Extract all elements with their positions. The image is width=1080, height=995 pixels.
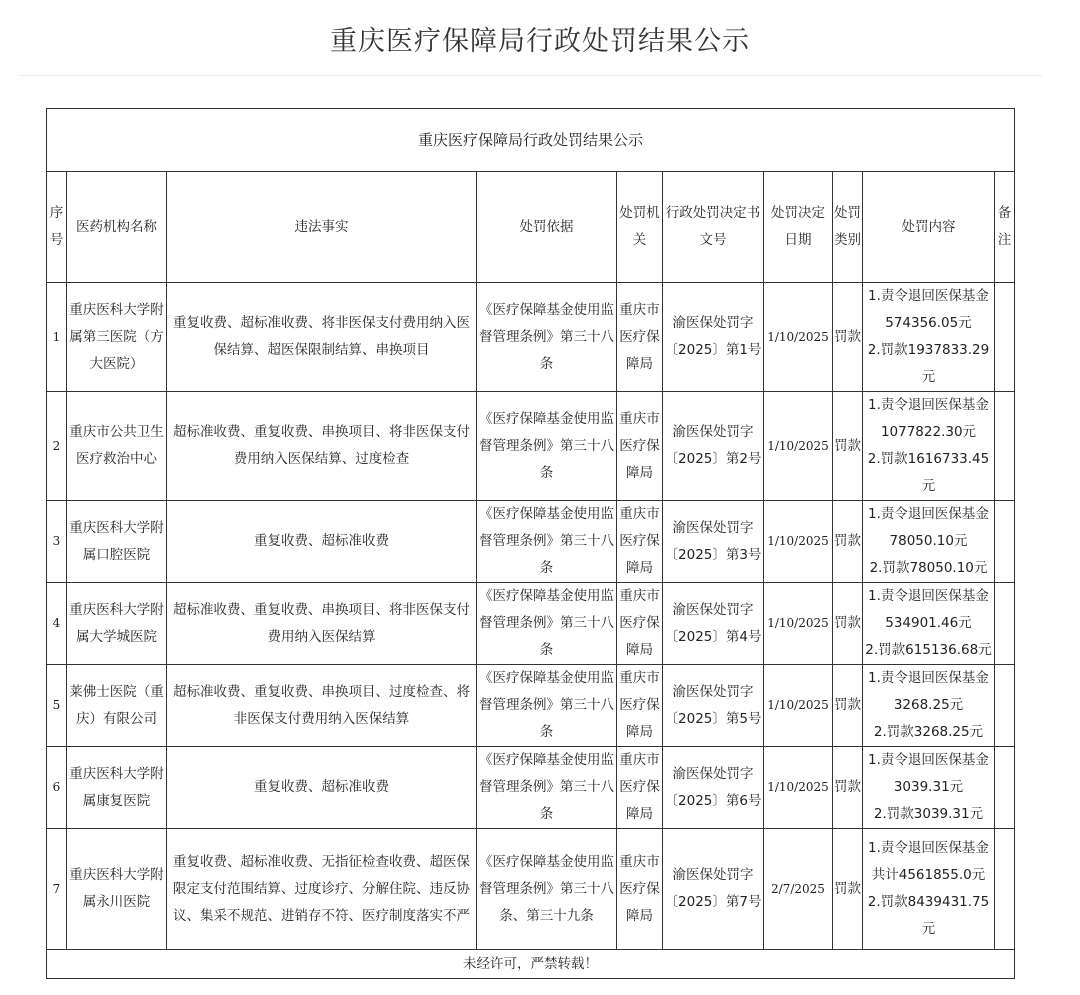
- cell-basis: 《医疗保障基金使用监督管理条例》第三十八条: [477, 501, 617, 583]
- cell-remark: [995, 501, 1015, 583]
- cell-remark: [995, 747, 1015, 829]
- header-facts: 违法事实: [167, 172, 477, 283]
- cell-facts: 重复收费、超标准收费、无指征检查收费、超医保限定支付范围结算、过度诊疗、分解住院、违反协议、集采不规范、进销存不符、医疗制度落实不严: [167, 829, 477, 950]
- header-remark: 备注: [995, 172, 1015, 283]
- header-doc-no: 行政处罚决定书文号: [663, 172, 764, 283]
- cell-seq: 3: [47, 501, 67, 583]
- cell-basis: 《医疗保障基金使用监督管理条例》第三十八条: [477, 583, 617, 665]
- cell-date: 1/10/2025: [764, 392, 833, 501]
- table-header-row: [47, 172, 1015, 283]
- table-footer-row: [47, 950, 1015, 979]
- cell-doc-no: 渝医保处罚字〔2025〕第6号: [663, 747, 764, 829]
- cell-authority: 重庆市医疗保障局: [617, 665, 663, 747]
- header-basis: 处罚依据: [477, 172, 617, 283]
- cell-content: 1.责令退回医保基金78050.10元 2.罚款78050.10元: [863, 501, 995, 583]
- cell-org: 重庆市公共卫生医疗救治中心: [67, 392, 167, 501]
- cell-facts: 超标准收费、重复收费、串换项目、将非医保支付费用纳入医保结算、过度检查: [167, 392, 477, 501]
- cell-authority: 重庆市医疗保障局: [617, 829, 663, 950]
- cell-facts: 重复收费、超标准收费: [167, 747, 477, 829]
- cell-content: 1.责令退回医保基金534901.46元 2.罚款615136.68元: [863, 583, 995, 665]
- header-type: 处罚类别: [833, 172, 863, 283]
- cell-doc-no: 渝医保处罚字〔2025〕第2号: [663, 392, 764, 501]
- cell-seq: 6: [47, 747, 67, 829]
- cell-seq: 1: [47, 283, 67, 392]
- cell-remark: [995, 283, 1015, 392]
- cell-type: 罚款: [833, 392, 863, 501]
- cell-type: 罚款: [833, 747, 863, 829]
- table-row: [47, 747, 1015, 829]
- cell-remark: [995, 829, 1015, 950]
- table-row: [47, 392, 1015, 501]
- cell-facts: 重复收费、超标准收费、将非医保支付费用纳入医保结算、超医保限制结算、串换项目: [167, 283, 477, 392]
- cell-authority: 重庆市医疗保障局: [617, 583, 663, 665]
- cell-content: 1.责令退回医保基金共计4561855.0元 2.罚款8439431.75元: [863, 829, 995, 950]
- cell-date: 1/10/2025: [764, 665, 833, 747]
- cell-content: 1.责令退回医保基金3039.31元 2.罚款3039.31元: [863, 747, 995, 829]
- cell-doc-no: 渝医保处罚字〔2025〕第3号: [663, 501, 764, 583]
- cell-org: 重庆医科大学附属第三医院（方大医院）: [67, 283, 167, 392]
- cell-type: 罚款: [833, 501, 863, 583]
- cell-facts: 重复收费、超标准收费: [167, 501, 477, 583]
- cell-seq: 4: [47, 583, 67, 665]
- table-caption: 重庆医疗保障局行政处罚结果公示: [47, 109, 1015, 172]
- cell-org: 重庆医科大学附属大学城医院: [67, 583, 167, 665]
- cell-remark: [995, 392, 1015, 501]
- cell-remark: [995, 665, 1015, 747]
- header-seq: 序号: [47, 172, 67, 283]
- cell-date: 1/10/2025: [764, 747, 833, 829]
- cell-doc-no: 渝医保处罚字〔2025〕第1号: [663, 283, 764, 392]
- cell-date: 1/10/2025: [764, 583, 833, 665]
- cell-type: 罚款: [833, 283, 863, 392]
- table-caption-row: [47, 109, 1015, 172]
- cell-org: 重庆医科大学附属永川医院: [67, 829, 167, 950]
- cell-content: 1.责令退回医保基金1077822.30元 2.罚款1616733.45元: [863, 392, 995, 501]
- table-row: [47, 583, 1015, 665]
- cell-org: 莱佛士医院（重庆）有限公司: [67, 665, 167, 747]
- cell-seq: 7: [47, 829, 67, 950]
- cell-seq: 2: [47, 392, 67, 501]
- cell-authority: 重庆市医疗保障局: [617, 501, 663, 583]
- cell-remark: [995, 583, 1015, 665]
- table-row: [47, 829, 1015, 950]
- cell-type: 罚款: [833, 583, 863, 665]
- cell-authority: 重庆市医疗保障局: [617, 747, 663, 829]
- cell-date: 1/10/2025: [764, 501, 833, 583]
- header-authority: 处罚机关: [617, 172, 663, 283]
- cell-basis: 《医疗保障基金使用监督管理条例》第三十八条: [477, 283, 617, 392]
- cell-basis: 《医疗保障基金使用监督管理条例》第三十八条: [477, 747, 617, 829]
- penalty-table: [46, 108, 1015, 979]
- title-divider: [20, 75, 1042, 76]
- cell-authority: 重庆市医疗保障局: [617, 392, 663, 501]
- cell-org: 重庆医科大学附属口腔医院: [67, 501, 167, 583]
- cell-basis: 《医疗保障基金使用监督管理条例》第三十八条: [477, 392, 617, 501]
- cell-content: 1.责令退回医保基金574356.05元 2.罚款1937833.29元: [863, 283, 995, 392]
- header-date: 处罚决定日期: [764, 172, 833, 283]
- cell-doc-no: 渝医保处罚字〔2025〕第7号: [663, 829, 764, 950]
- cell-type: 罚款: [833, 665, 863, 747]
- cell-seq: 5: [47, 665, 67, 747]
- cell-doc-no: 渝医保处罚字〔2025〕第5号: [663, 665, 764, 747]
- cell-authority: 重庆市医疗保障局: [617, 283, 663, 392]
- cell-facts: 超标准收费、重复收费、串换项目、过度检查、将非医保支付费用纳入医保结算: [167, 665, 477, 747]
- cell-date: 2/7/2025: [764, 829, 833, 950]
- header-content: 处罚内容: [863, 172, 995, 283]
- table-row: [47, 665, 1015, 747]
- header-org: 医药机构名称: [67, 172, 167, 283]
- page-title: 重庆医疗保障局行政处罚结果公示: [330, 26, 750, 57]
- cell-facts: 超标准收费、重复收费、串换项目、将非医保支付费用纳入医保结算: [167, 583, 477, 665]
- table-footer-note: 未经许可，严禁转载！: [47, 950, 1015, 979]
- cell-basis: 《医疗保障基金使用监督管理条例》第三十八条: [477, 665, 617, 747]
- cell-doc-no: 渝医保处罚字〔2025〕第4号: [663, 583, 764, 665]
- cell-basis: 《医疗保障基金使用监督管理条例》第三十八条、第三十九条: [477, 829, 617, 950]
- cell-date: 1/10/2025: [764, 283, 833, 392]
- cell-org: 重庆医科大学附属康复医院: [67, 747, 167, 829]
- cell-content: 1.责令退回医保基金3268.25元 2.罚款3268.25元: [863, 665, 995, 747]
- table-row: [47, 501, 1015, 583]
- cell-type: 罚款: [833, 829, 863, 950]
- table-row: [47, 283, 1015, 392]
